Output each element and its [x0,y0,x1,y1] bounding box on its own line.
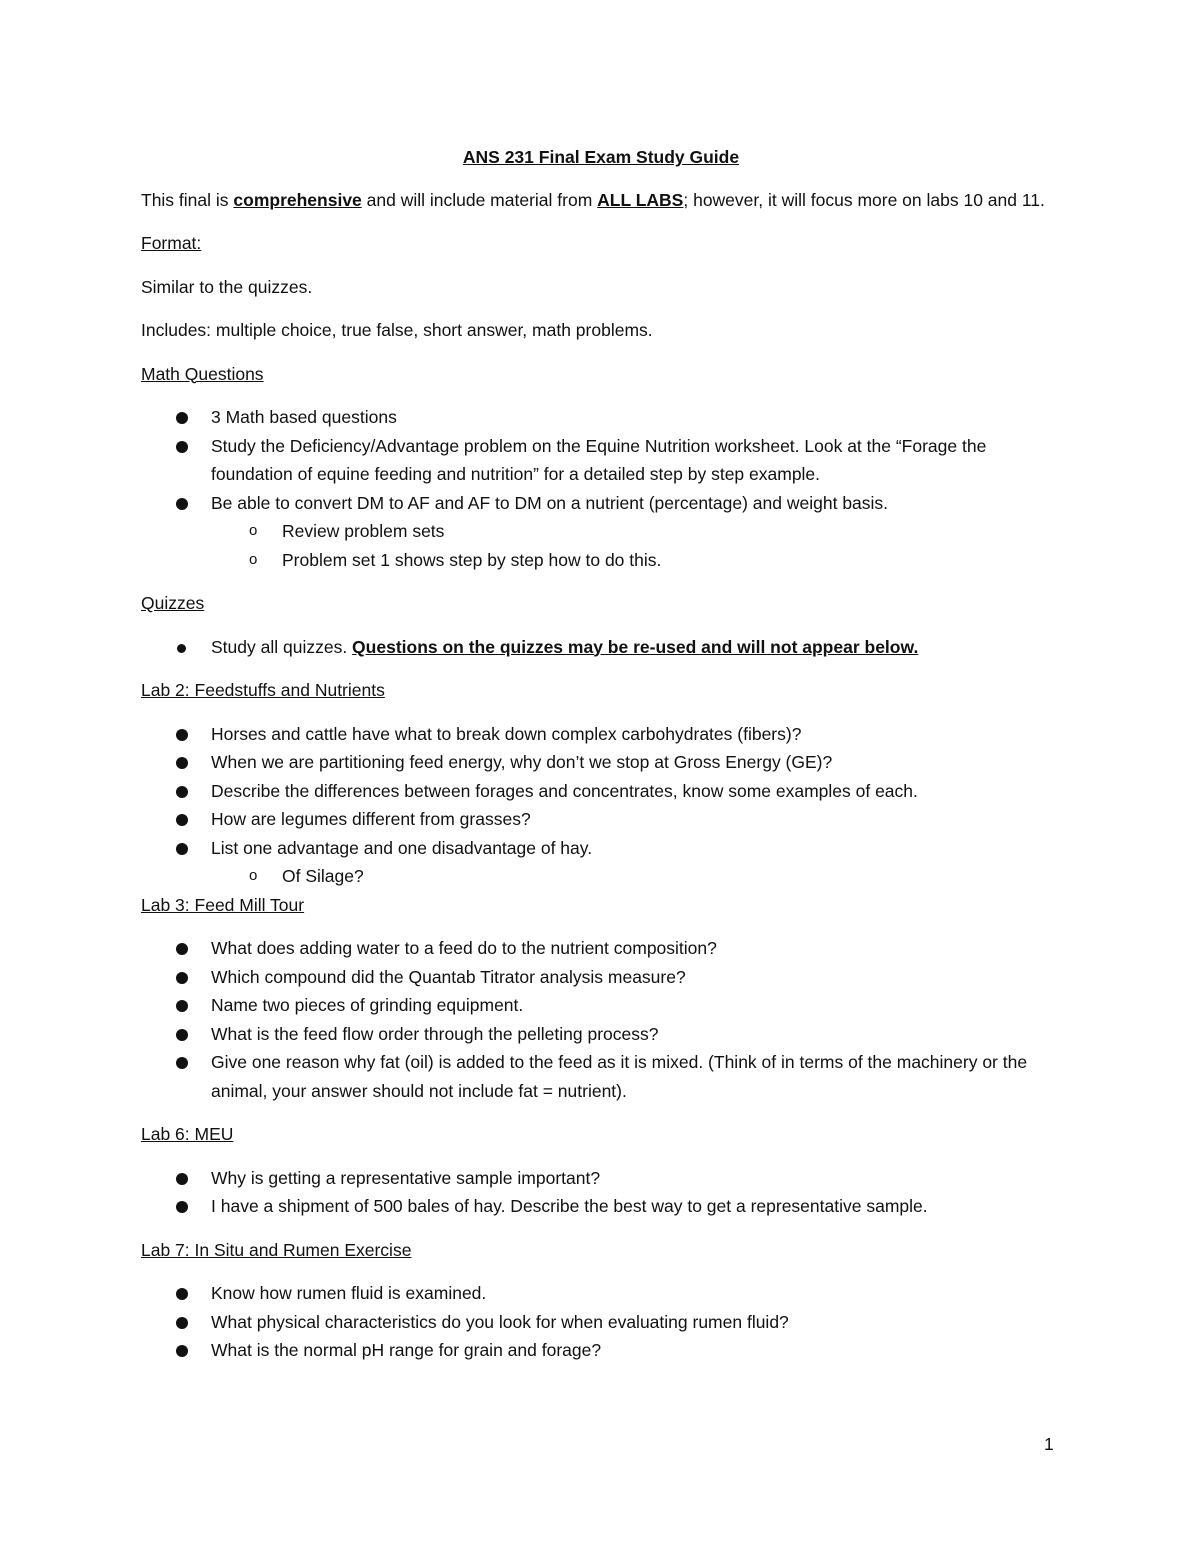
bullet-icon [176,1201,188,1213]
list-item: Give one reason why fat (oil) is added to the feed as it is mixed. (Think of in terms of the machinery or the animal, your answer should not include fat = nutrient). [141,1048,1061,1105]
bullet-icon [176,729,188,741]
lab6-list [141,1164,1061,1221]
lab2-list [141,720,1061,891]
intro-text-3: ; however, it will focus more on labs 10 and 11. [683,189,1045,210]
bullet-icon [176,412,188,424]
document-body [141,143,1061,1380]
lab3-heading: Lab 3: Feed Mill Tour [141,894,305,915]
list-item: Study the Deficiency/Advantage problem on the Equine Nutrition worksheet. Look at the “Forage the foundation of equine feeding and nutrition” for a detailed step by step example. [141,432,1061,489]
math-questions-list [141,403,1061,574]
list-item: Know how rumen fluid is examined. [141,1279,1061,1308]
lab6-heading: Lab 6: MEU [141,1124,234,1144]
intro-paragraph [141,186,1061,215]
bullet-icon [177,644,186,653]
list-item: What does adding water to a feed do to the nutrient composition? [141,934,1061,963]
bullet-icon [176,943,188,955]
bullet-icon [176,1345,188,1357]
format-heading: Format: [141,233,202,253]
list-item: Study all quizzes. Questions on the quizzes may be re-used and will not appear below. [141,633,1061,662]
lab3-list [141,934,1061,1105]
list-item: Name two pieces of grinding equipment. [141,991,1061,1020]
intro-text-2: and will include material from [361,189,598,210]
list-item: 3 Math based questions [141,403,1061,432]
bullet-icon [176,1288,188,1300]
sub-bullet-icon: o [249,522,258,539]
bullet-icon [176,498,188,510]
lab7-list [141,1279,1061,1365]
list-item: List one advantage and one disadvantage of hay. [141,834,1061,863]
list-item: What is the feed flow order through the pelleting process? [141,1020,1061,1049]
list-item: How are legumes different from grasses? [141,805,1061,834]
quizzes-list [141,633,1061,662]
sub-list-item: o Of Silage? [141,862,1061,891]
lab2-heading: Lab 2: Feedstuffs and Nutrients [141,680,385,700]
quizzes-emphasis: Questions on the quizzes may be re-used and will not appear below. [352,636,919,657]
format-line-2: Includes: multiple choice, true false, short answer, math problems. [141,320,653,340]
bullet-icon [176,972,188,984]
quizzes-heading: Quizzes [141,593,205,613]
document-title: ANS 231 Final Exam Study Guide [462,147,740,167]
sub-bullet-icon: o [249,550,258,568]
intro-text-1: This final is [141,189,234,210]
list-item: Be able to convert DM to AF and AF to DM on a nutrient (percentage) and weight basis. [141,489,1061,518]
list-item: I have a shipment of 500 bales of hay. Describe the best way to get a representative sample. [141,1192,1061,1221]
bullet-icon [176,757,188,769]
list-item: Why is getting a representative sample important? [141,1164,1061,1193]
lab7-heading: Lab 7: In Situ and Rumen Exercise [141,1239,412,1260]
intro-emphasis-all-labs: ALL LABS [597,189,684,210]
list-item: Describe the differences between forages and concentrates, know some examples of each. [141,777,1061,806]
list-item: When we are partitioning feed energy, why don’t we stop at Gross Energy (GE)? [141,748,1061,777]
bullet-icon [176,1317,188,1329]
bullet-icon [176,843,188,855]
list-item: Horses and cattle have what to break down complex carbohydrates (fibers)? [141,720,1061,749]
sub-list-item: o Problem set 1 shows step by step how to do this. [141,546,1061,575]
format-line-1: Similar to the quizzes. [141,276,313,297]
bullet-icon [176,441,188,453]
bullet-icon [176,1057,188,1069]
list-item: What is the normal pH range for grain and forage? [141,1336,1061,1365]
intro-emphasis-comprehensive: comprehensive [233,189,362,210]
bullet-icon [176,1029,188,1041]
bullet-icon [176,814,188,826]
list-item: Which compound did the Quantab Titrator analysis measure? [141,963,1061,992]
bullet-icon [176,1173,188,1185]
bullet-icon [176,786,188,798]
math-questions-heading: Math Questions [141,363,264,384]
page-number: 1 [1044,1434,1054,1454]
sub-bullet-icon: o [249,867,258,884]
list-item: What physical characteristics do you look for when evaluating rumen fluid? [141,1308,1061,1337]
sub-list-item: o Review problem sets [141,517,1061,546]
bullet-icon [176,1000,188,1012]
